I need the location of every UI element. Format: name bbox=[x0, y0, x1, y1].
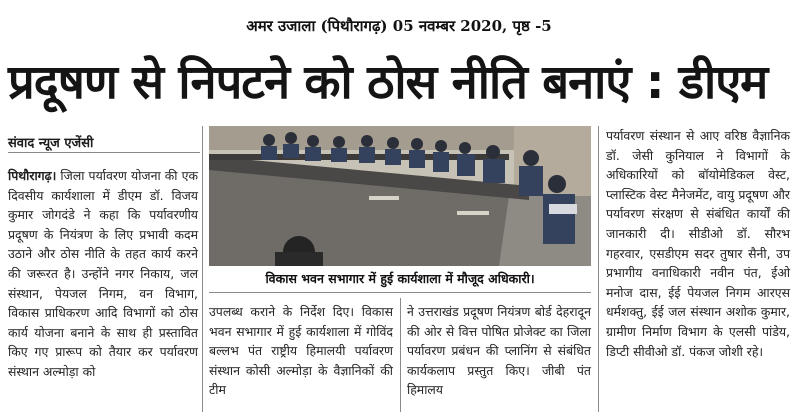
caption-rule bbox=[209, 292, 591, 293]
article-column-4: पर्यावरण संस्थान से आए वरिष्ठ वैज्ञानिक डॉ. जेसी कुनियाल ने विभागों के अधिकारियों को बॉयोमेडिकल वेस्ट, प्लास्टिक वेस्ट मैनेजमेंट, वायु प्रदूषण और पर्यावरण संरक्षण से संबंधित कार्यों की जानकारी दी। सीडीओ डॉ. सौरभ गहरवार, एसडीएम सदर तुषार सैनी, उप प्रभागीय वनाधिकारी नवीन पंत, ईओ मनोज दास, ईई पेयजल निगम आरएस धर्मशक्तु, ईई जल संस्थान अशोक कुमार, ग्रामीण निर्माण विभाग के एलसी पांडेय, डिप्टी सीवीओ डॉ. पंकज जोशी रहे। bbox=[606, 128, 790, 359]
article-column-3: ने उत्तराखंड प्रदूषण नियंत्रण बोर्ड देहरादून की ओर से वित्त पोषित प्रोजेक्ट का जिला पर्यावरण प्रबंधन की प्लानिंग से संबंधित कार्यकलाप प्रस्तुत किए। जीबी पंत हिमालय bbox=[407, 304, 591, 398]
byline-rule bbox=[8, 152, 200, 153]
article-column-1 bbox=[8, 166, 198, 382]
meeting-hall-illustration bbox=[209, 126, 591, 266]
newspaper-masthead: अमर उजाला (पिथौरागढ़) 05 नवम्बर 2020, पृष्ठ -5 bbox=[246, 17, 552, 35]
dateline: पिथौरागढ़। bbox=[8, 168, 57, 183]
column-divider-4 bbox=[598, 126, 599, 412]
headline: प्रदूषण से निपटने को ठोस नीति बनाएं : डीएम bbox=[8, 55, 768, 110]
article-column-2: उपलब्ध कराने के निर्देश दिए। विकास भवन सभागार में हुई कार्यशाला में गोविंद बल्लभ पंत राष्ट्रीय हिमालयी पर्यावरण संस्थान कोसी अल्मोड़ा के वैज्ञानिकों की टीम bbox=[209, 304, 393, 398]
column-1-text: जिला पर्यावरण योजना की एक दिवसीय कार्यशाला में डीएम डॉ. विजय कुमार जोगदंडे ने कहा कि पर्यावरणीय प्रदूषण के नियंत्रण के लिए प्रभावी कदम उठाने और ठोस नीति के तहत कार्य करने की जरूरत है। उन्होंने नगर निकाय, जल संस्थान, पेयजल निगम, वन विभाग, विकास प्राधिकरण आदि विभागों को ठोस कार्य योजना बनाने के साथ ही प्रस्तावित किए गए प्रारूप को तैयार कर पर्यावरण संस्थान अल्मोड़ा को bbox=[8, 168, 198, 379]
byline: संवाद न्यूज एजेंसी bbox=[8, 136, 94, 151]
meeting-photo bbox=[209, 126, 591, 266]
photo-caption: विकास भवन सभागार में हुई कार्यशाला में मौजूद अधिकारी। bbox=[209, 266, 591, 292]
column-divider-1 bbox=[202, 126, 203, 412]
column-divider-2 bbox=[400, 298, 401, 412]
